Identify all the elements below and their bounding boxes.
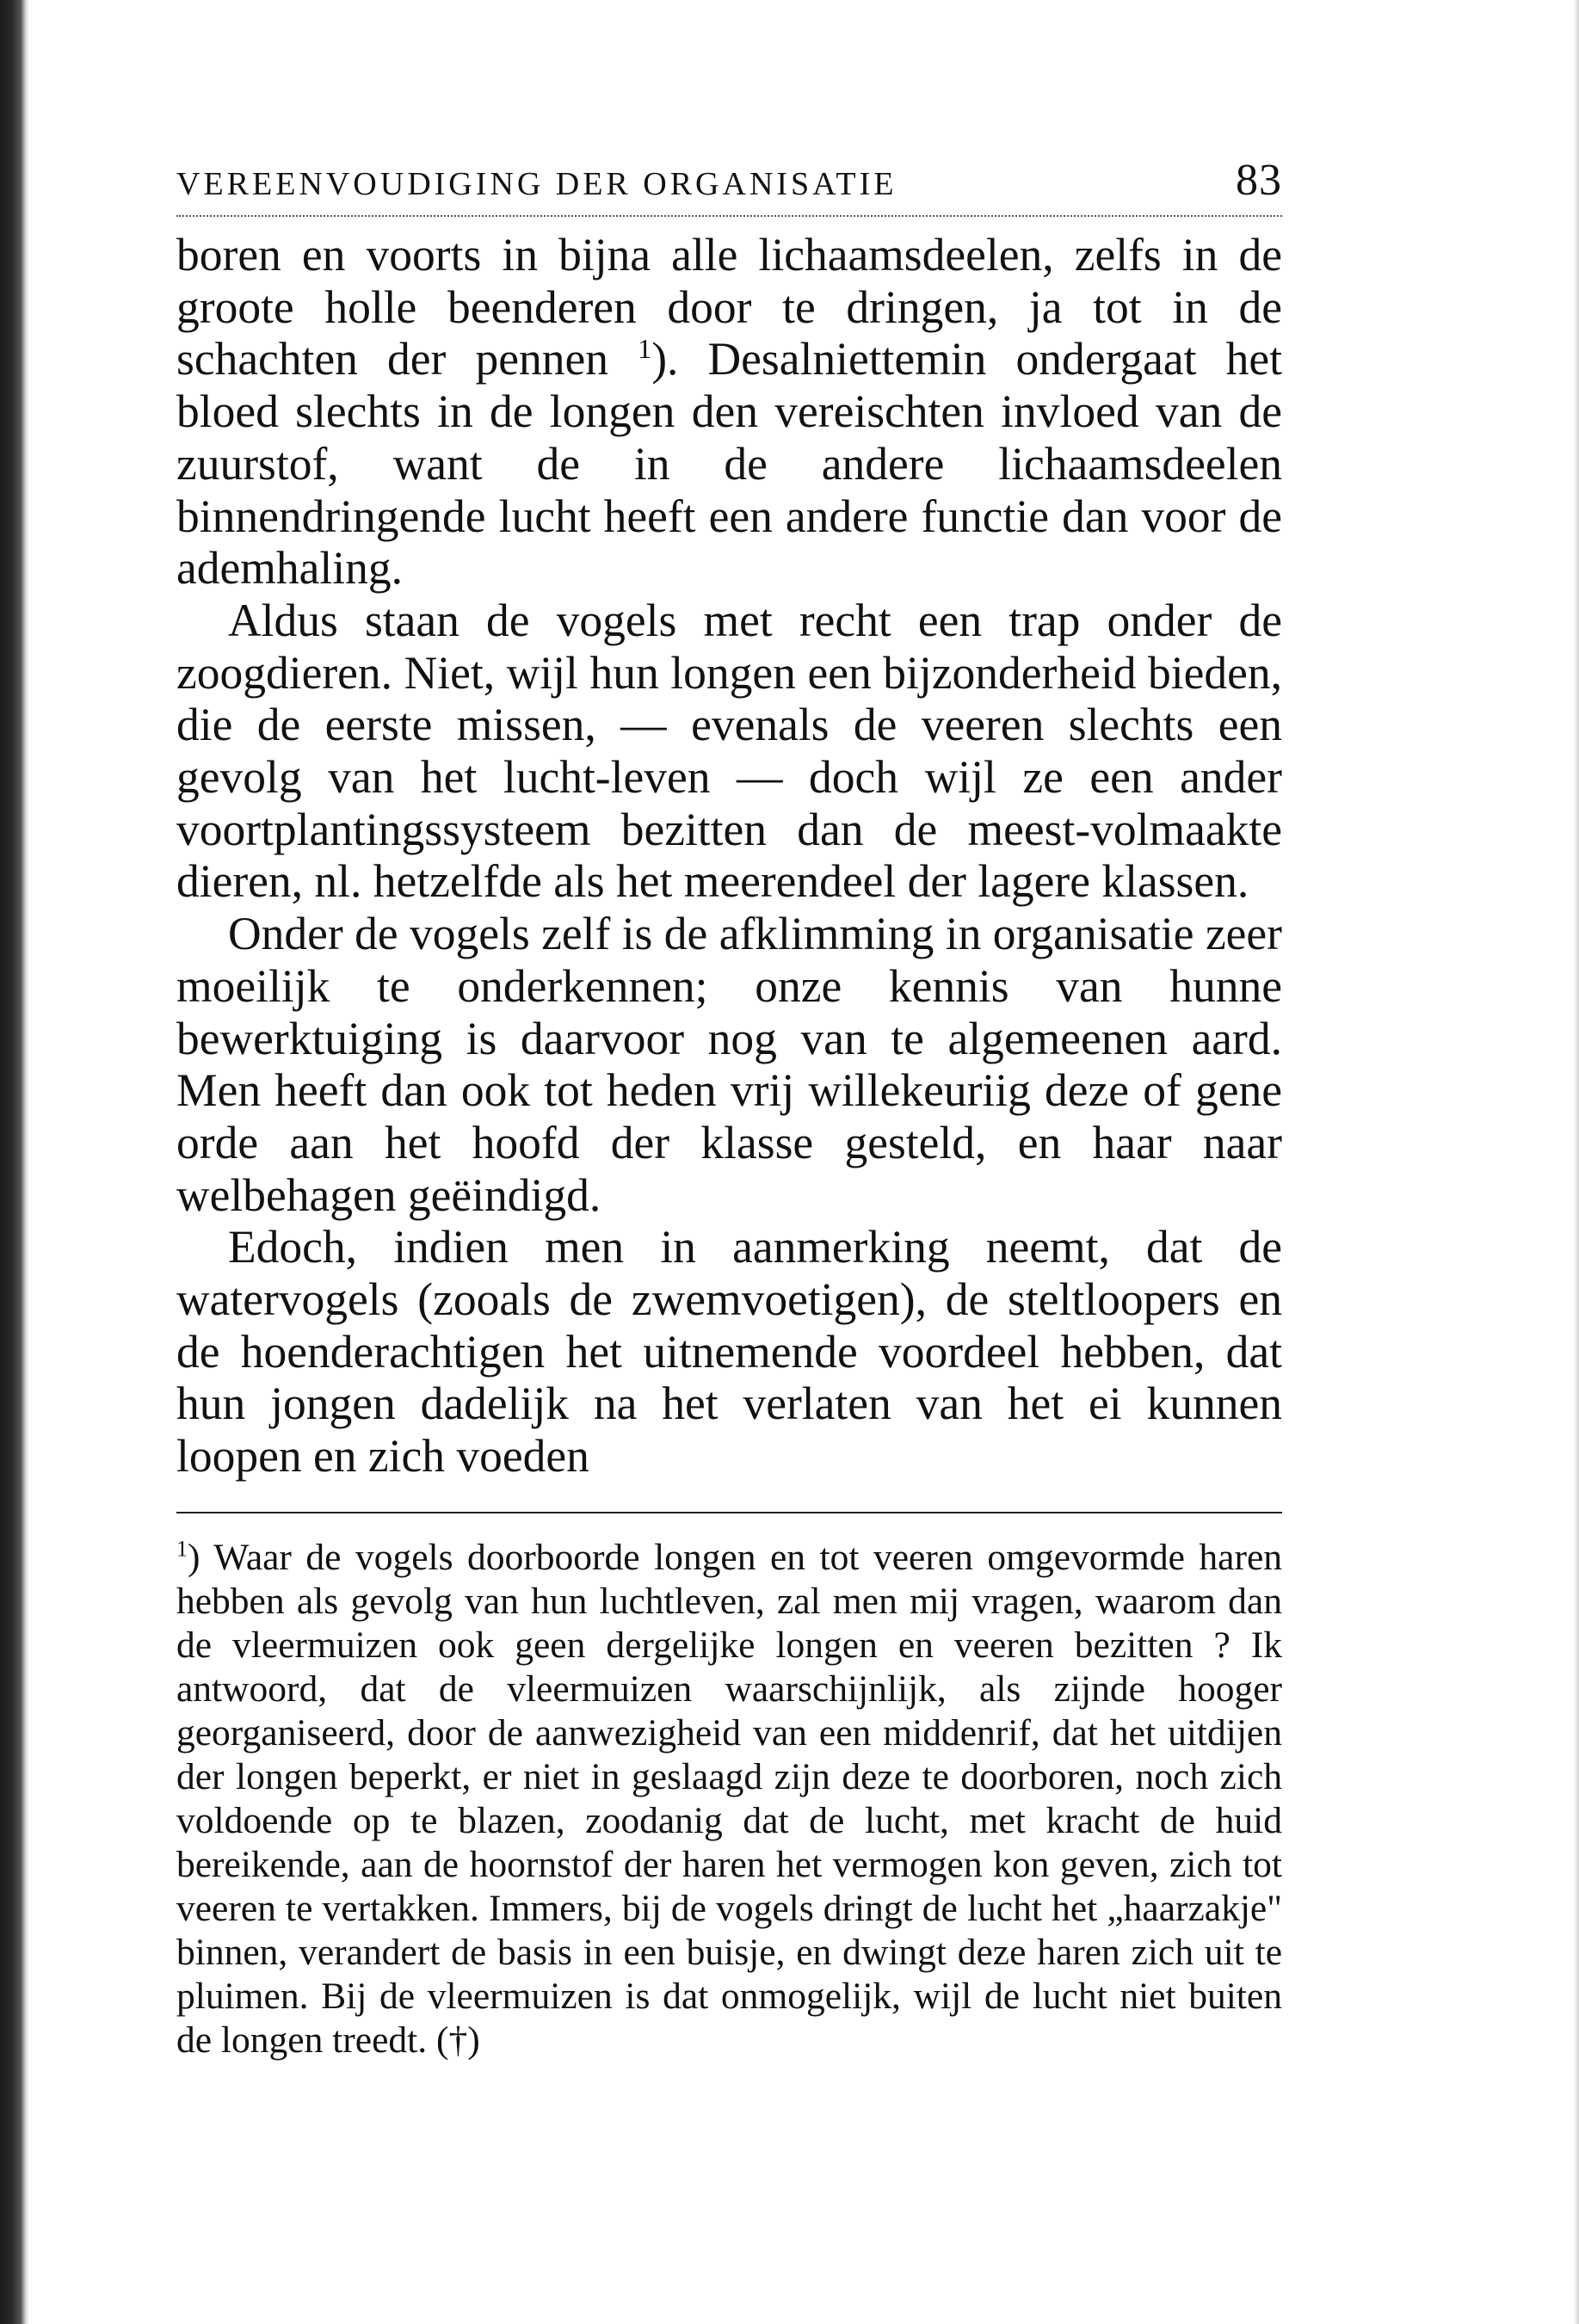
paragraph-1-text-after: ). Desalniettemin ondergaat het bloed slechts in de longen den vereischten invloed van de zuurstof, want de in de andere lichaamsdeelen binnendringende lucht heeft een andere functie dan voor de ademhaling.: [176, 333, 1282, 595]
footnote-marker: 1: [176, 1536, 188, 1562]
footnote: [176, 1536, 1282, 2062]
body-text: [176, 229, 1282, 1483]
scan-shadow-left: [0, 0, 29, 2324]
footnote-text: ) Waar de vogels doorboorde longen en tot veeren omgevormde haren hebben als gevolg van hun luchtleven, zal men mij vragen, waarom dan de vleermuizen ook geen dergelijke longen en veeren bezitten ? Ik antwoord, dat de vleermuizen waarschijnlijk, als zijnde hooger georganiseerd, door de aanwezigheid van een middenrif, dat het uitdijen der longen beperkt, er niet in geslaagd zijn deze te doorboren, noch zich voldoende op te blazen, zoodanig dat de lucht, met kracht de huid bereikende, aan de hoornstof der haren het vermogen kon geven, zich tot veeren te vertakken. Immers, bij de vogels dringt de lucht het „haarzakje" binnen, verandert de basis in een buisje, en dwingt deze haren zich uit te pluimen. Bij de vleermuizen is dat onmogelijk, wijl de lucht niet buiten de longen treedt. (†): [176, 1536, 1282, 2061]
paragraph-1-text-before: boren en voorts in bijna alle lichaamsdeelen, zelfs in de groote holle beenderen door te dringen, ja tot in de schachten der pennen: [176, 229, 1282, 385]
running-title: VEREENVOUDIGING DER ORGANISATIE: [176, 166, 897, 202]
paragraph-1: [176, 229, 1282, 595]
paragraph-4: Edoch, indien men in aanmerking neemt, dat de watervogels (zooals de zwemvoetigen), de steltloopers en de hoenderachtigen het uitnemende voordeel hebben, dat hun jongen dadelijk na het verlaten van het ei kunnen loopen en zich voeden: [176, 1221, 1282, 1483]
paragraph-3: Onder de vogels zelf is de afklimming in organisatie zeer moeilijk te onderkennen; onze kennis van hunne bewerktuiging is daarvoor nog van te algemeenen aard. Men heeft dan ook tot heden vrij willekeuriig deze of gene orde aan het hoofd der klasse gesteld, en haar naar welbehagen geëindigd.: [176, 908, 1282, 1221]
footnote-paragraph: [176, 1536, 1282, 2062]
footnote-reference: 1: [638, 333, 652, 365]
running-header: [176, 155, 1282, 217]
page-number: 83: [1236, 156, 1282, 205]
paragraph-2: Aldus staan de vogels met recht een trap onder de zoogdieren. Niet, wijl hun longen een bijzonderheid bieden, die de eerste missen, — evenals de veeren slechts een gevolg van het lucht-leven — doch wijl ze een ander voortplantingssysteem bezitten dan de meest-volmaakte dieren, nl. hetzelfde als het meerendeel der lagere klassen.: [176, 594, 1282, 908]
footnote-divider: [176, 1512, 1282, 1513]
scan-shadow-right: [1574, 0, 1579, 2324]
book-page: [176, 155, 1282, 2062]
